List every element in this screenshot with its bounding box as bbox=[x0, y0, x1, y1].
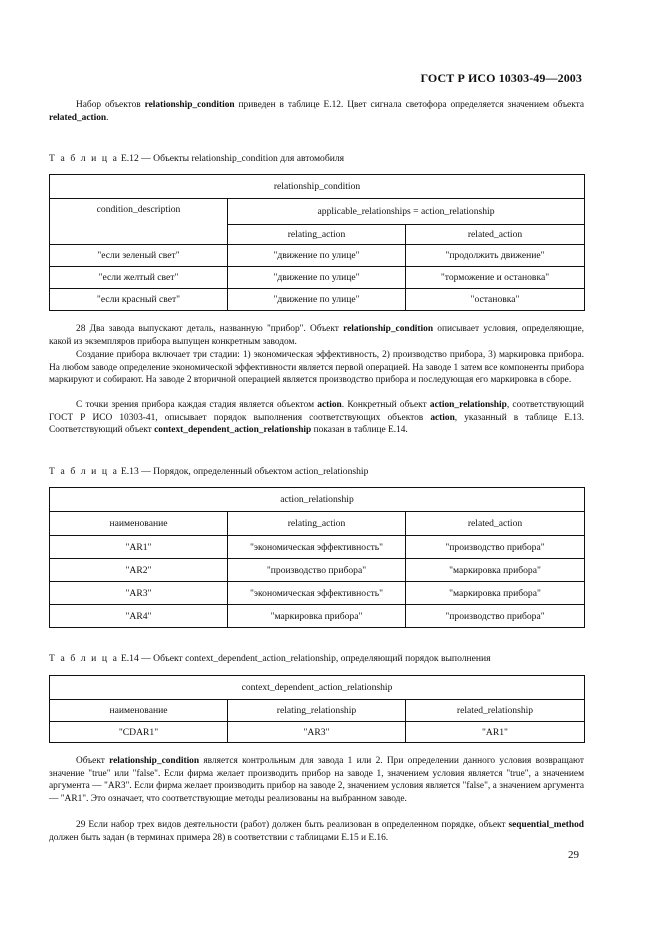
column-header: related_action bbox=[406, 225, 585, 245]
table-e13 bbox=[49, 487, 585, 628]
table-e14 bbox=[49, 675, 585, 743]
table-e14-caption: Т а б л и ц а Е.14 — Объект context_dependent_action_relationship, определяющий порядок выполнения bbox=[49, 653, 491, 664]
paragraph-28-actions: С точки зрения прибора каждая стадия является объектом action. Конкретный объект action_relationship, соответствующий ГОСТ Р ИСО 10303-41, описывает порядок выполнения соответствующих объектов action, указанный в таблице Е.13. Соответствующий объект context_dependent_action_relationship показан в таблице Е.14. bbox=[49, 400, 584, 436]
table-title: context_dependent_action_relationship bbox=[50, 676, 585, 700]
paragraph-condition-object: Объект relationship_condition является контрольным для завода 1 или 2. При определении данного условия возвращают значение "true" или "false". Если фирма желает производить прибор на заводе 1, значением условия является "true", а значением аргумента — "AR3". Если фирма желает производить прибор на заводе 2, значением условия является "false", а значением аргумента — "AR1". Это означает, что соответствующие методы реализованы на выбранном заводе. bbox=[49, 756, 585, 804]
column-header: relating_action bbox=[228, 512, 406, 536]
table-e12 bbox=[49, 174, 585, 311]
page-number: 29 bbox=[568, 849, 579, 861]
column-header: наименование bbox=[50, 700, 228, 722]
column-header: наименование bbox=[50, 512, 228, 536]
column-group-header: applicable_relationships = action_relationship bbox=[228, 199, 585, 225]
column-header: related_relationship bbox=[406, 700, 585, 722]
table-row: "CDAR1" "AR3" "AR1" bbox=[50, 722, 585, 743]
table-row: "если желтый свет" "движение по улице" "торможение и остановка" bbox=[50, 267, 585, 289]
document-header: ГОСТ Р ИСО 10303-49—2003 bbox=[420, 71, 582, 85]
column-header: relating_action bbox=[228, 225, 406, 245]
paragraph-28-intro: 28 Два завода выпускают деталь, названную "прибор". Объект relationship_condition описывает условия, определяющие, какой из экземпляров прибора выпущен конкретным заводом. bbox=[49, 324, 584, 347]
table-row: "если зеленый свет" "движение по улице" "продолжить движение" bbox=[50, 245, 585, 267]
column-header: related_action bbox=[406, 512, 585, 536]
intro-paragraph: Набор объектов relationship_condition приведен в таблице Е.12. Цвет сигнала светофора определяется значением объекта related_action. bbox=[49, 100, 585, 123]
table-row: "AR1" "экономическая эффективность" "производство прибора" bbox=[50, 536, 585, 559]
table-row: "AR2" "производство прибора" "маркировка прибора" bbox=[50, 559, 585, 582]
table-row: "если красный свет" "движение по улице" "остановка" bbox=[50, 289, 585, 311]
column-header: relating_relationship bbox=[228, 700, 406, 722]
table-e12-caption: Т а б л и ц а Е.12 — Объекты relationship_condition для автомобиля bbox=[49, 153, 345, 164]
paragraph-29: 29 Если набор трех видов деятельности (работ) должен быть реализован в определенном порядке, объект sequential_method должен быть задан (в терминах примера 28) в соответствии с таблицами Е.15 и Е.16. bbox=[49, 820, 584, 843]
table-title: relationship_condition bbox=[50, 175, 585, 199]
table-row: "AR4" "маркировка прибора" "производство прибора" bbox=[50, 605, 585, 628]
column-header: condition_description bbox=[50, 199, 228, 245]
table-row: "AR3" "экономическая эффективность" "маркировка прибора" bbox=[50, 582, 585, 605]
paragraph-28-stages: Создание прибора включает три стадии: 1) экономическая эффективность, 2) производство прибора, 3) маркировка прибора. На любом заводе определение экономической эффективности является первой операцией. На заводе 1 затем все компоненты прибора маркируют и собирают. На заводе 2 вторичной операцией является производство прибора и последующая его маркировка в сборе. bbox=[49, 350, 584, 386]
table-title: action_relationship bbox=[50, 488, 585, 512]
table-e13-caption: Т а б л и ц а Е.13 — Порядок, определенный объектом action_relationship bbox=[49, 466, 369, 477]
